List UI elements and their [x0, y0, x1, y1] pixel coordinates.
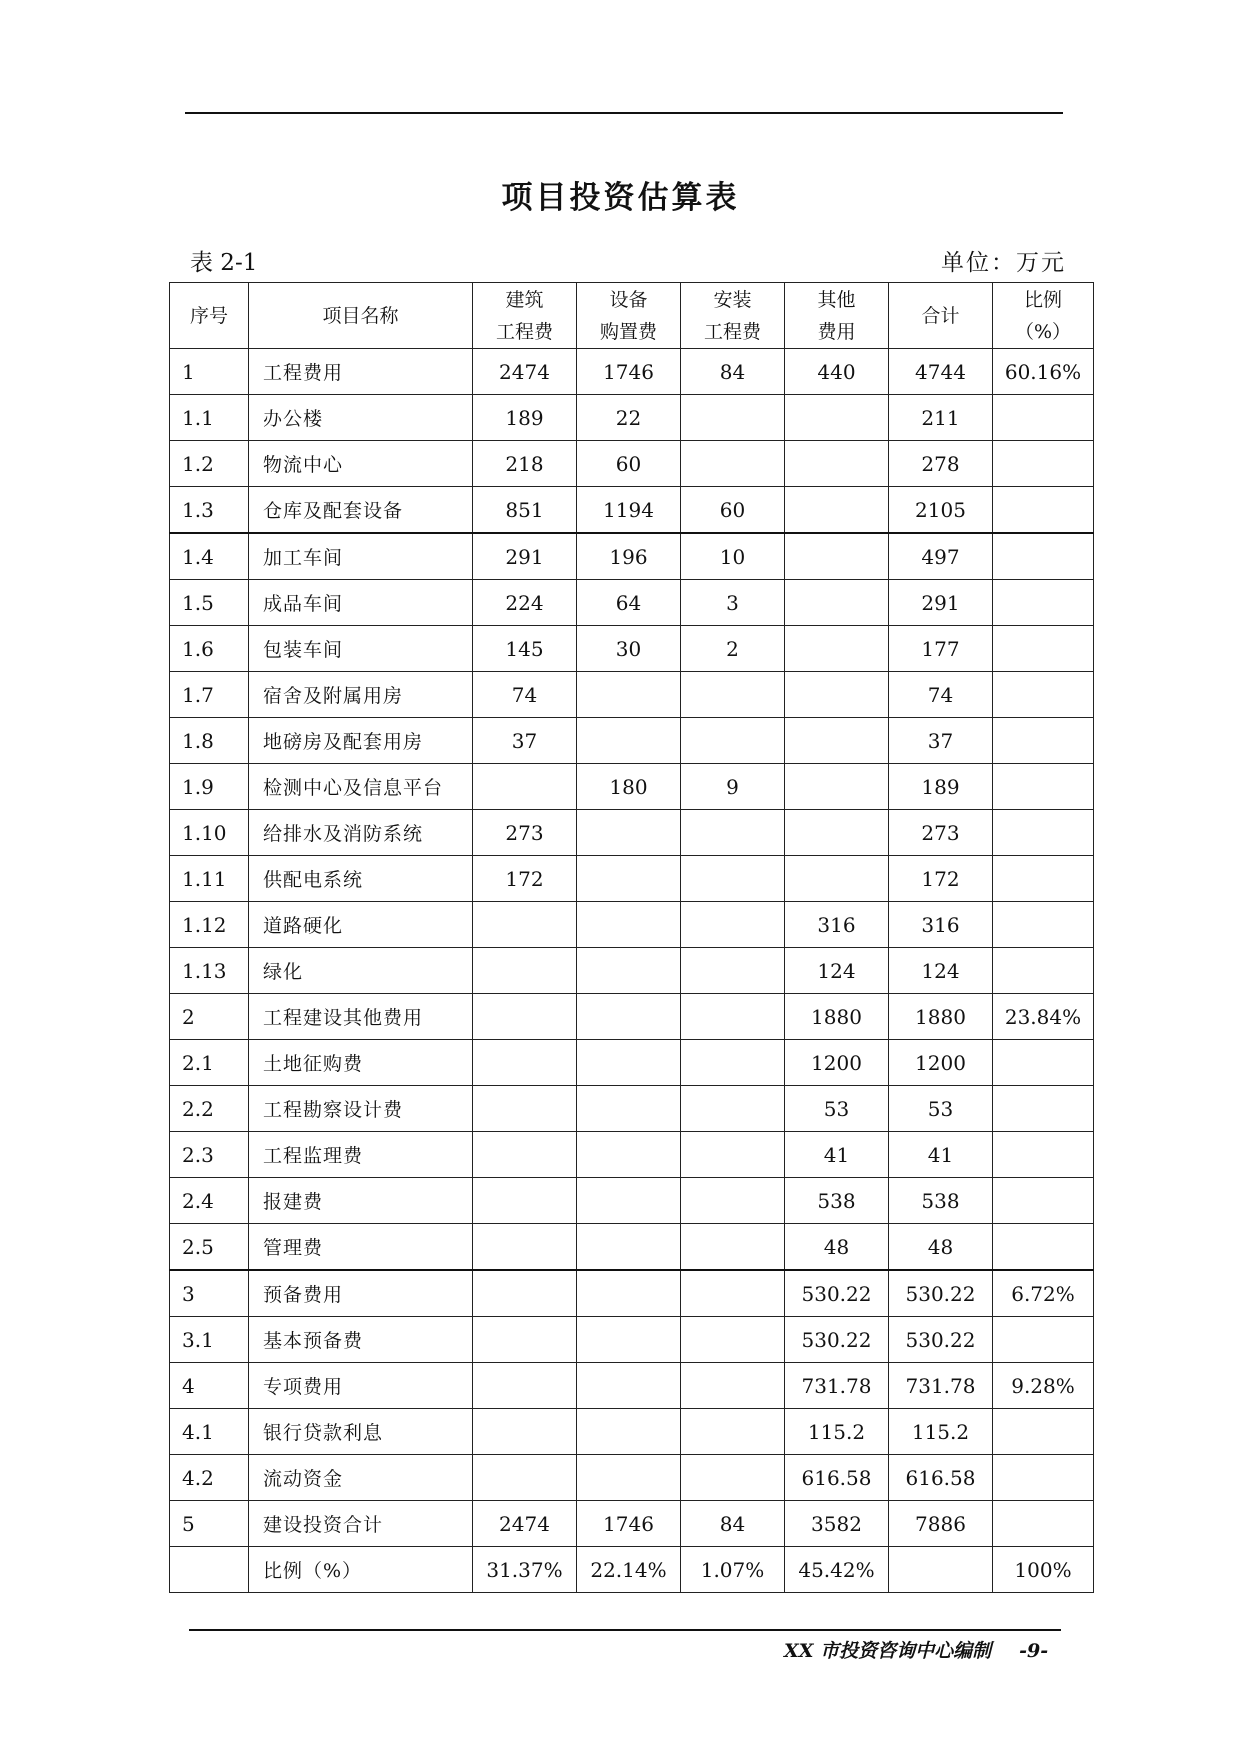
cell-ratio: [993, 1132, 1094, 1178]
cell-item-name: 地磅房及配套用房: [249, 718, 473, 764]
footer-org: XX 市投资咨询中心编制: [784, 1640, 992, 1662]
cell-item-name: 工程费用: [249, 349, 473, 395]
cell-item-name: 管理费: [249, 1224, 473, 1271]
cell-total: 124: [889, 948, 993, 994]
cell-total: 530.22: [889, 1270, 993, 1317]
cell-ratio: [993, 1086, 1094, 1132]
cell-construction: 189: [473, 395, 577, 441]
cell-equipment: 1746: [577, 1501, 681, 1547]
cell-serial: 1.1: [170, 395, 249, 441]
cell-equipment: [577, 718, 681, 764]
cell-other: 530.22: [785, 1270, 889, 1317]
cell-serial: 1.12: [170, 902, 249, 948]
cell-construction: 37: [473, 718, 577, 764]
cell-serial: 4: [170, 1363, 249, 1409]
cell-serial: 1.2: [170, 441, 249, 487]
cell-serial: 2.3: [170, 1132, 249, 1178]
cell-construction: [473, 1132, 577, 1178]
cell-installation: [681, 856, 785, 902]
cell-total: 530.22: [889, 1317, 993, 1363]
cell-other: 538: [785, 1178, 889, 1224]
cell-other: 530.22: [785, 1317, 889, 1363]
table-row: [170, 994, 1094, 1040]
cell-other: [785, 672, 889, 718]
cell-item-name: 办公楼: [249, 395, 473, 441]
cell-equipment: [577, 1455, 681, 1501]
cell-serial: 2.4: [170, 1178, 249, 1224]
cell-construction: [473, 1178, 577, 1224]
cell-total: 7886: [889, 1501, 993, 1547]
table-row: [170, 487, 1094, 534]
cell-total: 41: [889, 1132, 993, 1178]
table-row: [170, 441, 1094, 487]
cell-total: 538: [889, 1178, 993, 1224]
investment-estimate-table: [169, 282, 1094, 1593]
cell-equipment: [577, 1224, 681, 1271]
cell-ratio: [993, 764, 1094, 810]
cell-total: 273: [889, 810, 993, 856]
table-row: [170, 810, 1094, 856]
cell-ratio: 23.84%: [993, 994, 1094, 1040]
cell-total: 172: [889, 856, 993, 902]
table-row: [170, 533, 1094, 580]
cell-total: 4744: [889, 349, 993, 395]
cell-installation: [681, 1040, 785, 1086]
cell-total: 1880: [889, 994, 993, 1040]
cell-equipment: 22.14%: [577, 1547, 681, 1593]
table-row: [170, 948, 1094, 994]
table-row: [170, 1363, 1094, 1409]
cell-item-name: 供配电系统: [249, 856, 473, 902]
cell-installation: [681, 1132, 785, 1178]
cell-equipment: [577, 1363, 681, 1409]
unit-label: 单位：万元: [941, 250, 1066, 276]
cell-total: 211: [889, 395, 993, 441]
cell-construction: [473, 1086, 577, 1132]
cell-ratio: [993, 1455, 1094, 1501]
cell-equipment: [577, 1132, 681, 1178]
cell-total: 278: [889, 441, 993, 487]
cell-serial: 2: [170, 994, 249, 1040]
cell-total: 1200: [889, 1040, 993, 1086]
cell-ratio: [993, 626, 1094, 672]
header-total: 合计: [889, 283, 993, 349]
cell-construction: [473, 1363, 577, 1409]
cell-item-name: 包装车间: [249, 626, 473, 672]
cell-other: 41: [785, 1132, 889, 1178]
cell-equipment: 196: [577, 533, 681, 580]
cell-item-name: 工程监理费: [249, 1132, 473, 1178]
cell-item-name: 检测中心及信息平台: [249, 764, 473, 810]
cell-ratio: [993, 672, 1094, 718]
cell-construction: [473, 1040, 577, 1086]
cell-serial: 1.9: [170, 764, 249, 810]
cell-equipment: [577, 1178, 681, 1224]
cell-total: 48: [889, 1224, 993, 1271]
cell-item-name: 基本预备费: [249, 1317, 473, 1363]
table-row: [170, 1547, 1094, 1593]
table-body: [170, 349, 1094, 1593]
cell-installation: [681, 1086, 785, 1132]
cell-item-name: 仓库及配套设备: [249, 487, 473, 534]
page-number: -9-: [1019, 1640, 1049, 1662]
cell-ratio: [993, 1317, 1094, 1363]
cell-installation: [681, 1317, 785, 1363]
cell-total: 497: [889, 533, 993, 580]
cell-serial: 3.1: [170, 1317, 249, 1363]
cell-installation: [681, 1270, 785, 1317]
cell-ratio: [993, 1178, 1094, 1224]
cell-ratio: [993, 902, 1094, 948]
cell-ratio: [993, 441, 1094, 487]
cell-item-name: 工程勘察设计费: [249, 1086, 473, 1132]
header-installation-cost: 安装 工程费: [681, 283, 785, 349]
cell-equipment: [577, 1409, 681, 1455]
cell-installation: [681, 902, 785, 948]
cell-construction: [473, 994, 577, 1040]
cell-ratio: [993, 487, 1094, 534]
cell-other: 45.42%: [785, 1547, 889, 1593]
cell-item-name: 报建费: [249, 1178, 473, 1224]
cell-ratio: [993, 580, 1094, 626]
cell-serial: 2.5: [170, 1224, 249, 1271]
cell-construction: [473, 764, 577, 810]
cell-construction: 224: [473, 580, 577, 626]
header-equipment-cost: 设备 购置费: [577, 283, 681, 349]
cell-construction: [473, 1270, 577, 1317]
footer-rule: [189, 1629, 1061, 1631]
cell-equipment: [577, 1317, 681, 1363]
table-row: [170, 580, 1094, 626]
cell-installation: [681, 948, 785, 994]
cell-installation: [681, 718, 785, 764]
cell-ratio: [993, 1224, 1094, 1271]
cell-construction: [473, 1317, 577, 1363]
cell-ratio: 6.72%: [993, 1270, 1094, 1317]
cell-construction: [473, 1455, 577, 1501]
cell-installation: [681, 672, 785, 718]
cell-construction: 291: [473, 533, 577, 580]
cell-total: 177: [889, 626, 993, 672]
header-construction-cost: 建筑 工程费: [473, 283, 577, 349]
cell-equipment: [577, 948, 681, 994]
cell-item-name: 给排水及消防系统: [249, 810, 473, 856]
cell-construction: 74: [473, 672, 577, 718]
cell-construction: 172: [473, 856, 577, 902]
cell-equipment: 180: [577, 764, 681, 810]
cell-item-name: 宿舍及附属用房: [249, 672, 473, 718]
cell-item-name: 比例（%）: [249, 1547, 473, 1593]
cell-serial: 1.6: [170, 626, 249, 672]
cell-other: 115.2: [785, 1409, 889, 1455]
cell-serial: 2.2: [170, 1086, 249, 1132]
cell-serial: 1.10: [170, 810, 249, 856]
cell-installation: 84: [681, 1501, 785, 1547]
cell-installation: 9: [681, 764, 785, 810]
cell-other: [785, 764, 889, 810]
cell-installation: [681, 1224, 785, 1271]
cell-equipment: 64: [577, 580, 681, 626]
cell-other: 616.58: [785, 1455, 889, 1501]
cell-equipment: 22: [577, 395, 681, 441]
table-row: [170, 718, 1094, 764]
cell-total: 189: [889, 764, 993, 810]
cell-equipment: [577, 856, 681, 902]
cell-ratio: [993, 1040, 1094, 1086]
cell-other: [785, 395, 889, 441]
header-rule: [185, 112, 1063, 114]
cell-ratio: [993, 1501, 1094, 1547]
cell-construction: 2474: [473, 349, 577, 395]
cell-ratio: [993, 810, 1094, 856]
cell-total: 74: [889, 672, 993, 718]
cell-serial: 1.4: [170, 533, 249, 580]
table-row: [170, 764, 1094, 810]
cell-serial: 1.5: [170, 580, 249, 626]
table-row: [170, 1501, 1094, 1547]
cell-installation: [681, 1178, 785, 1224]
cell-other: [785, 856, 889, 902]
cell-serial: 1.7: [170, 672, 249, 718]
cell-other: [785, 718, 889, 764]
cell-total: 37: [889, 718, 993, 764]
cell-equipment: 30: [577, 626, 681, 672]
table-row: [170, 626, 1094, 672]
cell-construction: 31.37%: [473, 1547, 577, 1593]
cell-equipment: [577, 1270, 681, 1317]
cell-ratio: 60.16%: [993, 349, 1094, 395]
cell-other: [785, 487, 889, 534]
cell-serial: 3: [170, 1270, 249, 1317]
cell-other: 316: [785, 902, 889, 948]
cell-other: 440: [785, 349, 889, 395]
cell-installation: [681, 994, 785, 1040]
header-serial: 序号: [170, 283, 249, 349]
cell-construction: [473, 1409, 577, 1455]
cell-ratio: [993, 948, 1094, 994]
cell-other: [785, 810, 889, 856]
cell-item-name: 建设投资合计: [249, 1501, 473, 1547]
cell-total: 115.2: [889, 1409, 993, 1455]
cell-other: 731.78: [785, 1363, 889, 1409]
cell-total: 616.58: [889, 1455, 993, 1501]
cell-serial: 4.1: [170, 1409, 249, 1455]
cell-item-name: 物流中心: [249, 441, 473, 487]
cell-other: 53: [785, 1086, 889, 1132]
cell-construction: 2474: [473, 1501, 577, 1547]
cell-total: [889, 1547, 993, 1593]
cell-serial: 1.11: [170, 856, 249, 902]
cell-other: 124: [785, 948, 889, 994]
cell-other: 48: [785, 1224, 889, 1271]
cell-installation: [681, 1455, 785, 1501]
cell-other: [785, 580, 889, 626]
cell-equipment: [577, 1086, 681, 1132]
table-row: [170, 1086, 1094, 1132]
cell-equipment: [577, 810, 681, 856]
cell-equipment: 1194: [577, 487, 681, 534]
cell-installation: [681, 441, 785, 487]
cell-total: 291: [889, 580, 993, 626]
header-other-cost: 其他 费用: [785, 283, 889, 349]
cell-serial: [170, 1547, 249, 1593]
page-footer: [784, 1636, 1048, 1663]
cell-equipment: 1746: [577, 349, 681, 395]
cell-ratio: [993, 718, 1094, 764]
cell-installation: 84: [681, 349, 785, 395]
cell-installation: [681, 810, 785, 856]
cell-total: 731.78: [889, 1363, 993, 1409]
table-row: [170, 1040, 1094, 1086]
table-header-row: [170, 283, 1094, 349]
cell-other: 1200: [785, 1040, 889, 1086]
cell-construction: [473, 1224, 577, 1271]
table-row: [170, 902, 1094, 948]
cell-item-name: 银行贷款利息: [249, 1409, 473, 1455]
table-row: [170, 1224, 1094, 1271]
cell-construction: [473, 902, 577, 948]
cell-item-name: 预备费用: [249, 1270, 473, 1317]
cell-total: 53: [889, 1086, 993, 1132]
cell-construction: [473, 948, 577, 994]
cell-total: 2105: [889, 487, 993, 534]
cell-installation: 2: [681, 626, 785, 672]
cell-construction: 273: [473, 810, 577, 856]
cell-construction: 145: [473, 626, 577, 672]
table-row: [170, 395, 1094, 441]
cell-serial: 5: [170, 1501, 249, 1547]
cell-ratio: [993, 533, 1094, 580]
cell-construction: 851: [473, 487, 577, 534]
cell-installation: [681, 1363, 785, 1409]
cell-serial: 4.2: [170, 1455, 249, 1501]
cell-equipment: [577, 902, 681, 948]
cell-other: [785, 441, 889, 487]
cell-serial: 1.3: [170, 487, 249, 534]
table-row: [170, 1409, 1094, 1455]
table-row: [170, 349, 1094, 395]
cell-other: 3582: [785, 1501, 889, 1547]
cell-installation: 3: [681, 580, 785, 626]
table-row: [170, 1317, 1094, 1363]
cell-construction: 218: [473, 441, 577, 487]
cell-installation: [681, 395, 785, 441]
cell-total: 316: [889, 902, 993, 948]
table-row: [170, 672, 1094, 718]
cell-item-name: 土地征购费: [249, 1040, 473, 1086]
cell-equipment: [577, 994, 681, 1040]
table-row: [170, 1132, 1094, 1178]
cell-ratio: [993, 395, 1094, 441]
cell-installation: 60: [681, 487, 785, 534]
cell-serial: 1.8: [170, 718, 249, 764]
cell-ratio: [993, 1409, 1094, 1455]
cell-other: 1880: [785, 994, 889, 1040]
header-item-name: 项目名称: [249, 283, 473, 349]
cell-item-name: 绿化: [249, 948, 473, 994]
cell-item-name: 专项费用: [249, 1363, 473, 1409]
cell-item-name: 流动资金: [249, 1455, 473, 1501]
cell-ratio: [993, 856, 1094, 902]
cell-item-name: 道路硬化: [249, 902, 473, 948]
cell-item-name: 工程建设其他费用: [249, 994, 473, 1040]
cell-serial: 2.1: [170, 1040, 249, 1086]
cell-ratio: 100%: [993, 1547, 1094, 1593]
cell-ratio: 9.28%: [993, 1363, 1094, 1409]
cell-serial: 1: [170, 349, 249, 395]
table-row: [170, 1270, 1094, 1317]
cell-installation: 10: [681, 533, 785, 580]
cell-item-name: 成品车间: [249, 580, 473, 626]
cell-equipment: 60: [577, 441, 681, 487]
cell-installation: [681, 1409, 785, 1455]
table-number: 表 2-1: [190, 250, 258, 276]
header-ratio: 比例 （%）: [993, 283, 1094, 349]
page-title: 项目投资估算表: [501, 180, 740, 216]
table-row: [170, 1178, 1094, 1224]
cell-equipment: [577, 1040, 681, 1086]
cell-item-name: 加工车间: [249, 533, 473, 580]
cell-equipment: [577, 672, 681, 718]
cell-serial: 1.13: [170, 948, 249, 994]
cell-other: [785, 533, 889, 580]
cell-installation: 1.07%: [681, 1547, 785, 1593]
table-row: [170, 856, 1094, 902]
cell-other: [785, 626, 889, 672]
table-row: [170, 1455, 1094, 1501]
